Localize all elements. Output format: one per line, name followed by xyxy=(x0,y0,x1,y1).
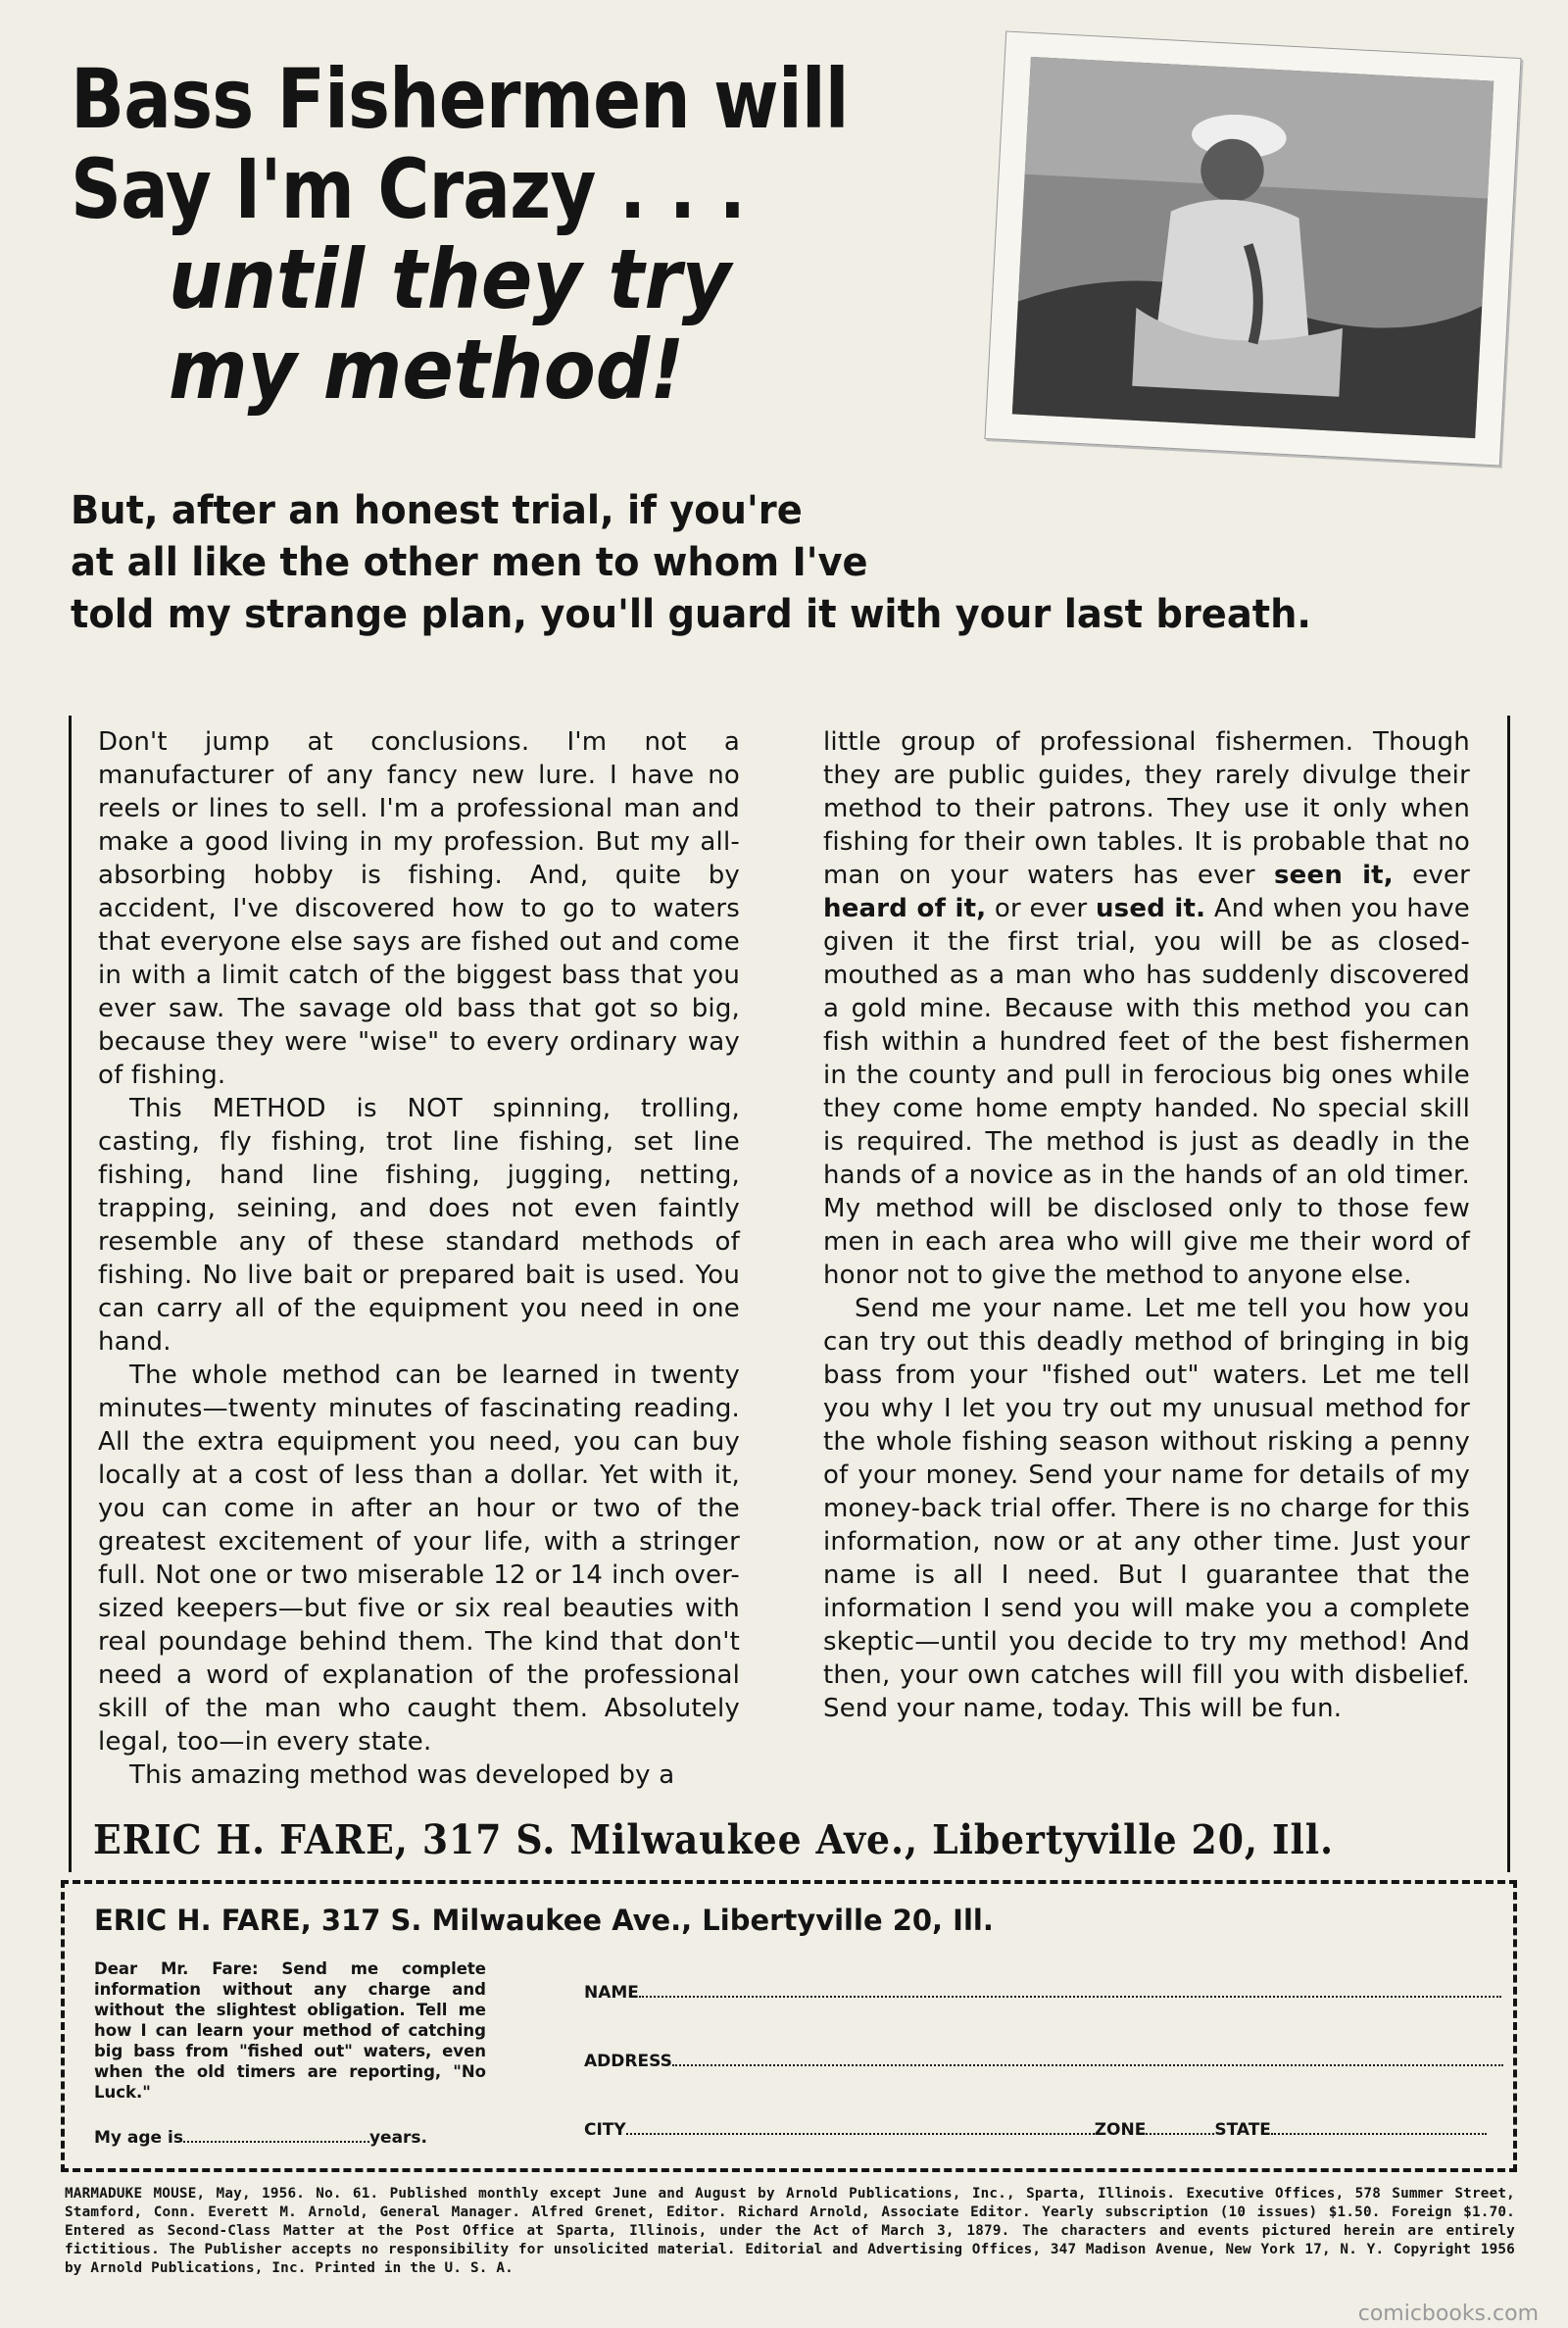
city-zone-state-field[interactable] xyxy=(584,2119,1487,2140)
subheadline xyxy=(71,485,1472,641)
address-field[interactable] xyxy=(584,2051,1503,2071)
publication-indicia: MARMADUKE MOUSE, May, 1956. No. 61. Published monthly except June and August by Arnold Publications, Inc., Sparta, Illinois. Executive Offices, 578 Summer Street, Stamford, Conn. Everett M. Arnold, General Manager. Alfred Grenet, Editor. Richard Arnold, Associate Editor. Yearly subscription (10 issues) $1.50. Foreign $1.70. Entered as Second-Class Matter at the Post Office at Sparta, Illinois, under the Act of March 3, 1879. The characters and events pictured herein are entirely fictitious. The Publisher accepts no responsibility for unsolicited material. Editorial and Advertising Offices, 347 Madison Avenue, New York 17, N. Y. Copyright 1956 by Arnold Publications, Inc. Printed in the U. S. A. xyxy=(65,2186,1515,2276)
left-paragraph-3: The whole method can be learned in twenty minutes—twenty minutes of fascinating reading. All the extra equipment you need, you can buy locally at a cost of less than a dollar. Yet with it, you can come in after an hour or two of the greatest excitement of your life, with a stringer full. Not one or two miserable 12 or 14 inch over-sized keepers—but five or six real beauties with real poundage behind them. The kind that don't need a word of explanation of the professional skill of the man who caught them. Absolutely legal, too—in every state. xyxy=(98,1361,740,1757)
address-blank[interactable] xyxy=(672,2051,1503,2066)
subhead-line-3: told my strange plan, you'll guard it with your last breath. xyxy=(71,592,1312,637)
headline-line-3: until they try xyxy=(169,231,731,327)
left-paragraph-2: This METHOD is NOT spinning, trolling, casting, fly fishing, trot line fishing, set line fishing, hand line fishing, jugging, netting, trapping, seining, and does not even faintly resemble any of these standard methods of fishing. No live bait or prepared bait is used. You can carry all of the equipment you need in one hand. xyxy=(98,1094,740,1357)
right-paragraph-1 xyxy=(823,725,1470,1292)
headline xyxy=(71,51,1011,418)
name-blank[interactable] xyxy=(639,1982,1501,1998)
advertiser-address: ERIC H. FARE, 317 S. Milwaukee Ave., Libertyville 20, Ill. xyxy=(93,1816,1335,1863)
left-paragraph-1: Don't jump at conclusions. I'm not a manufacturer of any fancy new lure. I have no reels or lines to sell. I'm a professional man and make a good living in my profession. But my all-absorbing hobby is fishing. And, quite by accident, I've discovered how to go to waters that everyone else says are fished out and come in with a limit catch of the biggest bass that you ever saw. The savage old bass that got so big, because they were "wise" to every ordinary way of fishing. xyxy=(98,727,740,1090)
zone-blank[interactable] xyxy=(1146,2119,1214,2135)
headline-line-1: Bass Fishermen will xyxy=(71,51,849,147)
right-text-d: or ever xyxy=(986,894,1096,923)
state-label: STATE xyxy=(1214,2120,1271,2140)
right-text-c: ever xyxy=(1393,861,1470,890)
age-field[interactable] xyxy=(94,2127,427,2148)
headline-line-2: Say I'm Crazy . . . xyxy=(71,141,746,237)
years-label: years. xyxy=(368,2128,427,2148)
left-column xyxy=(98,725,740,1792)
coupon-request-text: Dear Mr. Fare: Send me complete information without any charge and without the slightest obligation. Tell me how I can learn your method of catching big bass from "fished out" waters, even when the old timers are reporting, "No Luck." xyxy=(94,1959,486,2102)
city-label: CITY xyxy=(584,2120,626,2140)
emphasis-seen-it: seen it, xyxy=(1274,861,1394,890)
emphasis-heard-of-it: heard of it, xyxy=(823,894,987,923)
emphasis-used-it: used it. xyxy=(1095,894,1206,923)
left-paragraph-4: This amazing method was developed by a xyxy=(129,1760,675,1790)
city-blank[interactable] xyxy=(626,2119,1095,2135)
state-blank[interactable] xyxy=(1271,2119,1487,2135)
age-blank[interactable] xyxy=(183,2127,369,2143)
zone-label: ZONE xyxy=(1094,2120,1147,2140)
right-text-e: And when you have given it the first trial, you will be as closed-mouthed as a man who has suddenly discovered a gold mine. Because with this method you can fish within a hundred feet of the best fishermen in the county and pull in ferocious big ones while they come home empty handed. No special skill is required. The method is just as deadly in the hands of a novice as in the hands of an old timer. My method will be disclosed only to those few men in each area who will give me their word of honor not to give the method to anyone else. xyxy=(823,894,1470,1290)
name-field[interactable] xyxy=(584,1982,1501,2003)
coupon-header: ERIC H. FARE, 317 S. Milwaukee Ave., Libertyville 20, Ill. xyxy=(94,1904,994,1937)
name-label: NAME xyxy=(584,1983,639,2003)
age-label: My age is xyxy=(94,2128,183,2148)
subhead-line-2: at all like the other men to whom I've xyxy=(71,540,868,585)
watermark: comicbooks.com xyxy=(1357,2302,1539,2326)
right-paragraph-2: Send me your name. Let me tell you how you can try out this deadly method of bringing in big bass from your "fished out" waters. Let me tell you why I let you try out my unusual method for the whole fishing season without risking a penny of your money. Send your name for details of my money-back trial offer. There is no charge for this information, now or at any other time. Just your name is all I need. But I guarantee that the information I send you will make you a complete skeptic—until you decide to try my method! And then, your own catches will fill you with disbelief. Send your name, today. This will be fun. xyxy=(823,1294,1470,1723)
headline-line-4: my method! xyxy=(169,322,685,418)
fisherman-photo xyxy=(984,30,1521,466)
mail-coupon xyxy=(61,1880,1517,2172)
right-column xyxy=(823,725,1470,1725)
right-text-a: little group of professional fishermen. Though they are public guides, they rarely divulge their method to their patrons. They use it only when fishing for their own tables. It is probable that no man on your waters has ever xyxy=(823,727,1470,890)
address-label: ADDRESS xyxy=(584,2052,672,2071)
subhead-line-1: But, after an honest trial, if you're xyxy=(71,488,803,533)
